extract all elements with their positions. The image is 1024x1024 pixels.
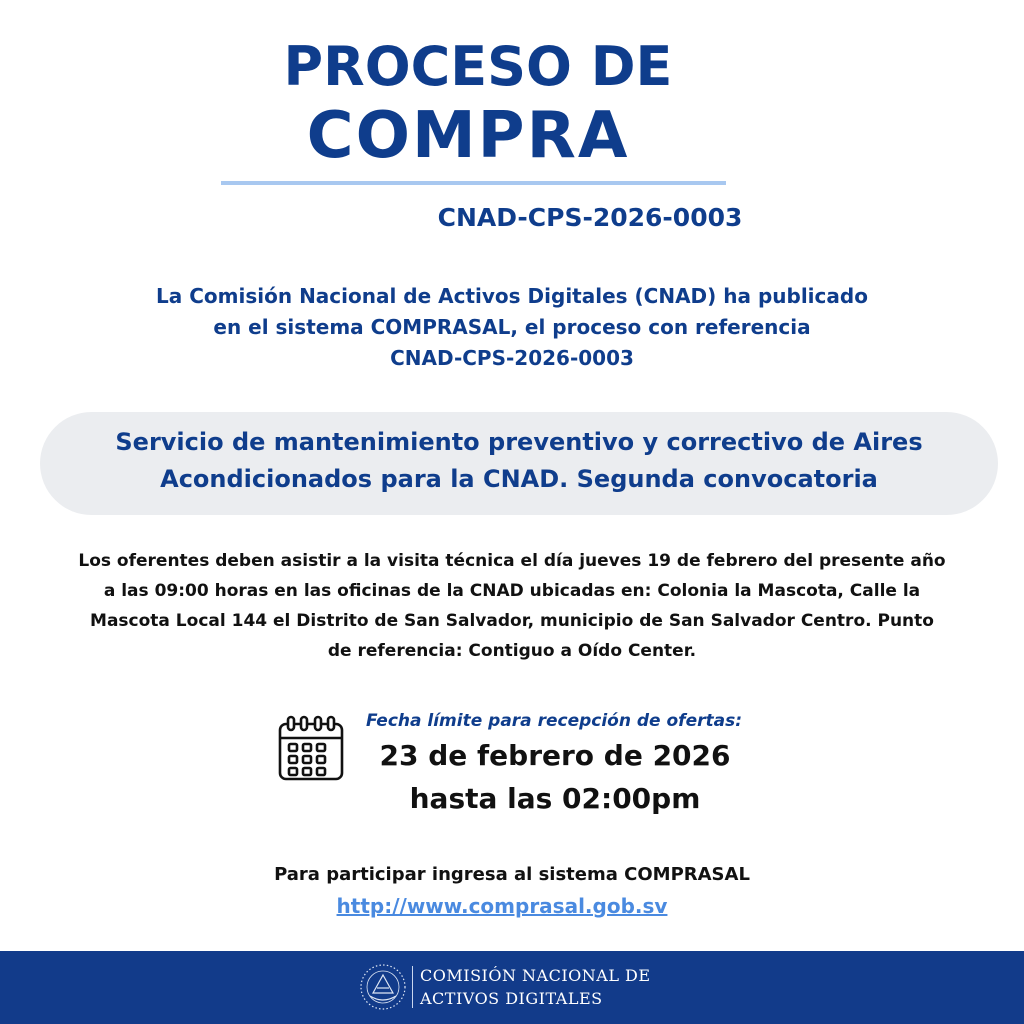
title-line-2: COMPRA [306, 99, 630, 173]
footer-line-2: ACTIVOS DIGITALES [420, 989, 603, 1008]
deadline-label: Fecha límite para recepción de ofertas: [366, 711, 742, 731]
visit-details [20, 546, 1004, 666]
footer-line-1: COMISIÓN NACIONAL DE [420, 966, 651, 985]
reference-code: CNAD-CPS-2026-0003 [437, 203, 743, 232]
deadline-date: 23 de febrero de 2026 [379, 739, 731, 772]
service-description [40, 424, 998, 498]
comprasal-link[interactable]: http://www.comprasal.gob.sv [336, 894, 668, 918]
details-line: Mascota Local 144 el Distrito de San Salvador, municipio de San Salvador Centro. Punto [90, 611, 934, 631]
service-line: Servicio de mantenimiento preventivo y correctivo de Aires [115, 428, 923, 456]
deadline-time: hasta las 02:00pm [409, 782, 701, 815]
participate-text: Para participar ingresa al sistema COMPRASAL [274, 864, 750, 885]
intro-paragraph [80, 281, 944, 374]
intro-line: CNAD-CPS-2026-0003 [390, 346, 634, 370]
service-line: Acondicionados para la CNAD. Segunda convocatoria [160, 465, 878, 493]
footer-institution-name [420, 964, 720, 1010]
details-line: de referencia: Contiguo a Oído Center. [327, 641, 697, 661]
intro-line: en el sistema COMPRASAL, el proceso con referencia [213, 315, 811, 339]
details-line: a las 09:00 horas en las oficinas de la CNAD ubicadas en: Colonia la Mascota, Calle la [103, 581, 921, 601]
details-line: Los oferentes deben asistir a la visita técnica el día jueves 19 de febrero del presente año [78, 551, 946, 571]
title-line-1: PROCESO DE [283, 35, 673, 98]
title-underline [221, 181, 726, 185]
footer-divider [412, 966, 413, 1008]
intro-line: La Comisión Nacional de Activos Digitales (CNAD) ha publicado [156, 284, 868, 308]
coat-of-arms-icon [358, 962, 408, 1012]
